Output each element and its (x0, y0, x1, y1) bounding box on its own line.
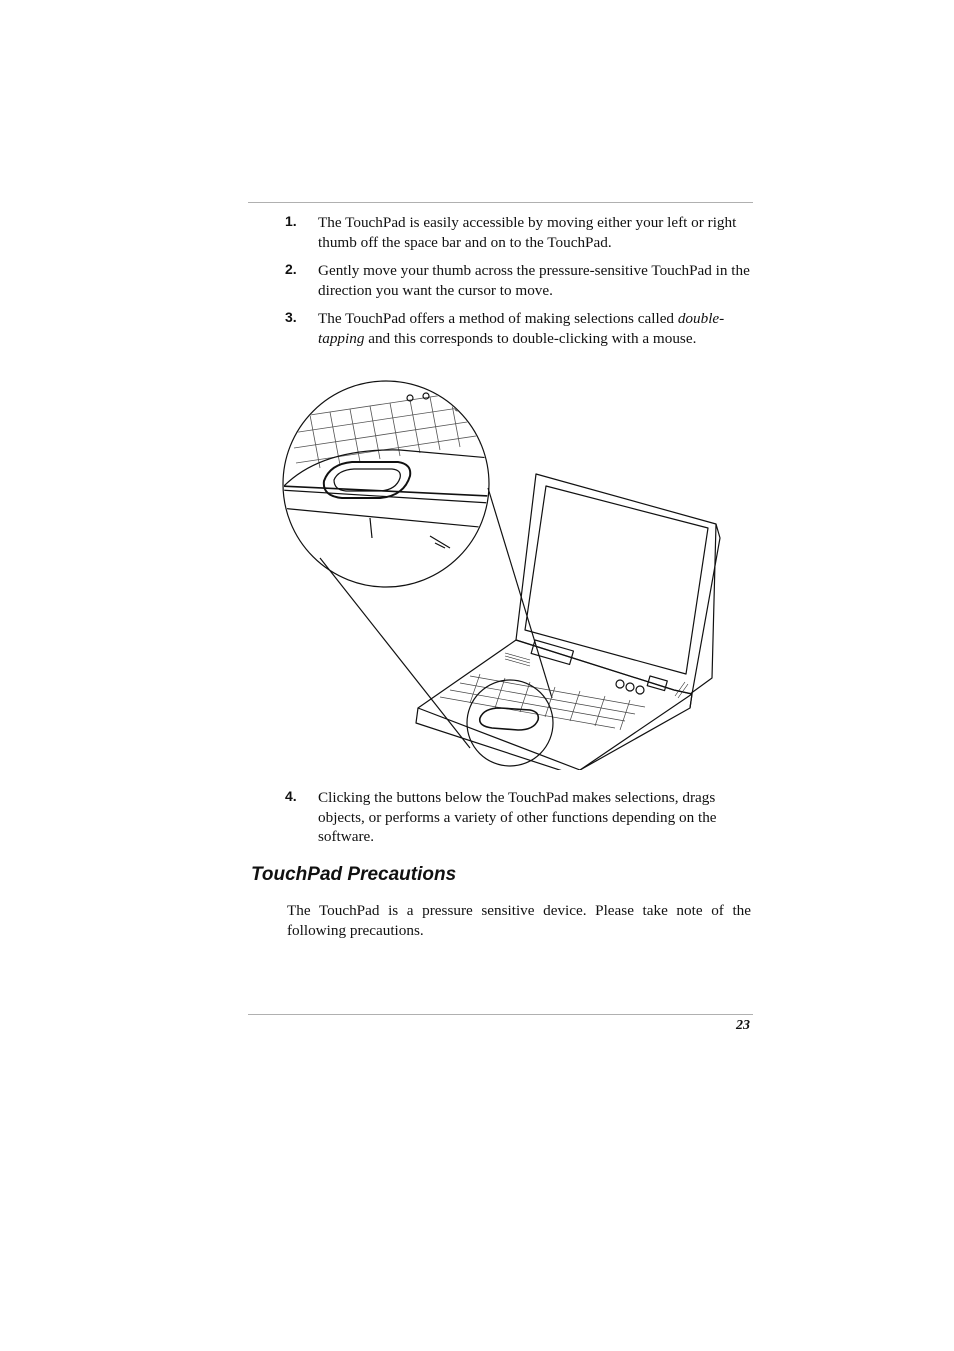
section-heading: TouchPad Precautions (251, 864, 457, 885)
step-number: 3. (285, 309, 297, 325)
step-text-part: The TouchPad offers a method of making selections called (318, 310, 678, 327)
step-text (318, 309, 752, 348)
bottom-rule (248, 1014, 753, 1015)
step-number: 2. (285, 261, 297, 277)
zoom-circle (283, 381, 489, 587)
page-number: 23 (736, 1018, 750, 1033)
step-text: The TouchPad is easily accessible by moving either your left or right thumb off the space bar and on to the TouchPad. (318, 214, 737, 251)
step-number: 1. (285, 213, 297, 229)
top-rule (248, 202, 753, 203)
step-number: 4. (285, 788, 297, 804)
section-paragraph: The TouchPad is a pressure sensitive device. Please take note of the following precautions. (287, 902, 751, 939)
step-text: Clicking the buttons below the TouchPad makes selections, drags objects, or performs a variety of other functions depending on the software. (318, 789, 717, 846)
step-text: Gently move your thumb across the pressure-sensitive TouchPad in the direction you want the cursor to move. (318, 262, 750, 299)
step-text-part: and this corresponds to double-clicking with a mouse. (364, 329, 697, 347)
step-text-italic: double-tapping (318, 310, 725, 347)
laptop-touchpad-illustration (280, 378, 725, 770)
